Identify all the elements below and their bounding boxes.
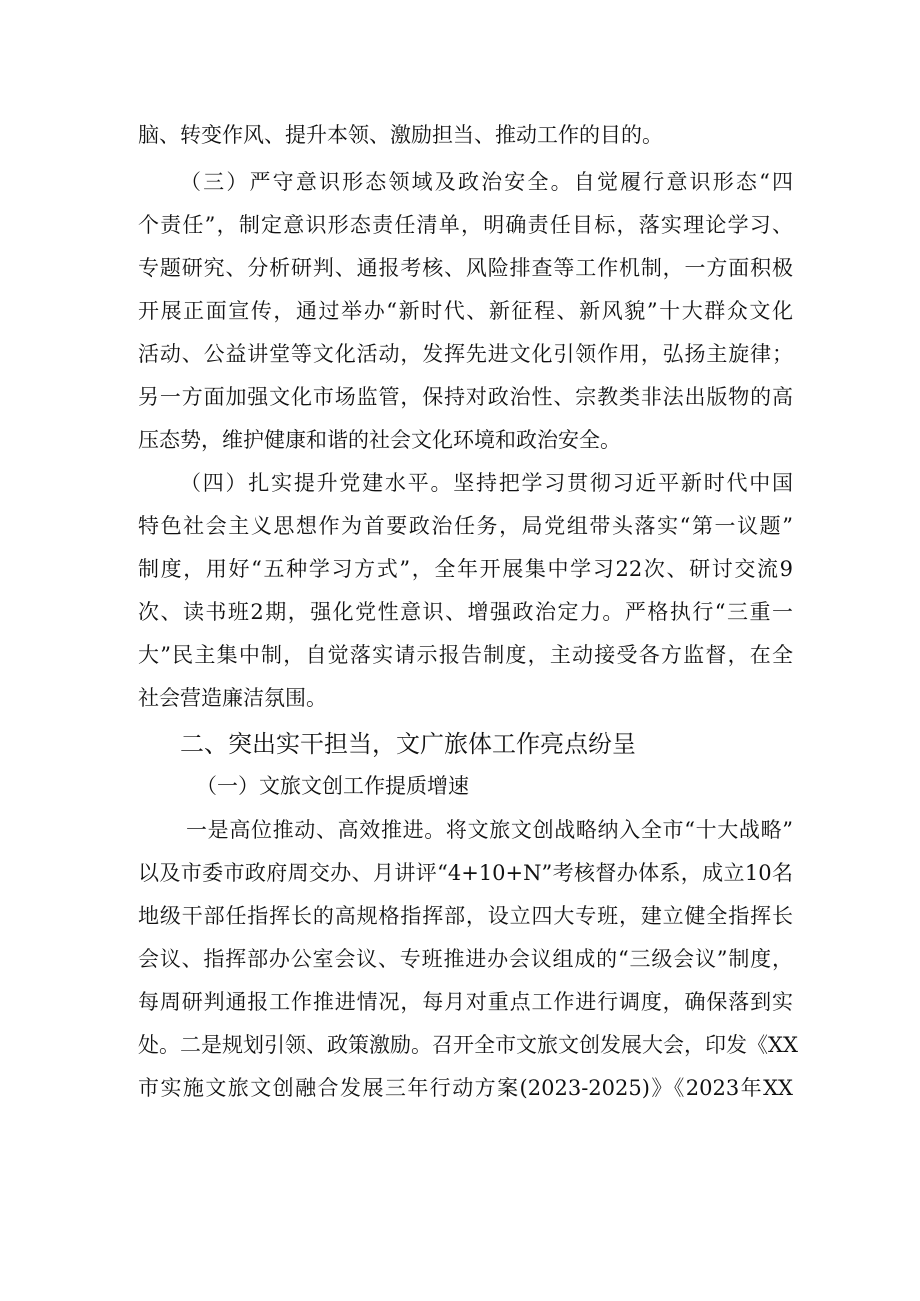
body-line: 处。二是规划引领、政策激励。召开全市文旅文创发展大会，印发《XX [138, 1033, 798, 1057]
body-line: 制度，用好“五种学习方式”，全年开展集中学习22次、研讨交流9 [138, 557, 793, 581]
body-line: 市实施文旅文创融合发展三年行动方案(2023-2025)》《2023年XX [138, 1076, 793, 1100]
body-line: 地级干部任指挥长的高规格指挥部，设立四大专班，建立健全指挥长 [138, 904, 793, 928]
body-line: 以及市委市政府周交办、月讲评“4+10+N”考核督办体系，成立10名 [138, 861, 793, 885]
body-line: 会议、指挥部办公室会议、专班推进办会议组成的“三级会议”制度， [138, 947, 793, 971]
body-line: 大”民主集中制，自觉落实请示报告制度，主动接受各方监督，在全 [138, 643, 793, 667]
body-line: 活动、公益讲堂等文化活动，发挥先进文化引领作用，弘扬主旋律； [138, 342, 793, 366]
body-line: 开展正面宣传，通过举办“新时代、新征程、新风貌”十大群众文化 [138, 299, 793, 323]
body-line: 每周研判通报工作推进情况，每月对重点工作进行调度，确保落到实 [138, 990, 793, 1014]
section-four-title-line: （四）扎实提升党建水平。坚持把学习贯彻习近平新时代中国 [180, 471, 793, 495]
body-line: 社会营造廉洁氛围。 [138, 686, 327, 710]
body-line: 另一方面加强文化市场监管，保持对政治性、宗教类非法出版物的高 [138, 385, 793, 409]
body-line: 特色社会主义思想作为首要政治任务，局党组带头落实“第一议题” [138, 514, 793, 538]
section-three-title-line: （三）严守意识形态领域及政治安全。自觉履行意识形态“四 [180, 170, 793, 194]
body-line: 专题研究、分析研判、通报考核、风险排查等工作机制，一方面积极 [138, 256, 793, 280]
subsection-heading: （一）文旅文创工作提质增速 [196, 774, 469, 798]
body-line: 一是高位推动、高效推进。将文旅文创战略纳入全市“十大战略” [186, 818, 793, 842]
body-line: 压态势，维护健康和谐的社会文化环境和政治安全。 [138, 428, 621, 452]
body-line: 个责任”，制定意识形态责任清单，明确责任目标，落实理论学习、 [138, 213, 793, 237]
body-line: 次、读书班2期，强化党性意识、增强政治定力。严格执行“三重一 [138, 600, 793, 624]
section-heading: 二、突出实干担当，文广旅体工作亮点纷呈 [180, 730, 636, 758]
body-line: 脑、转变作风、提升本领、激励担当、推动工作的目的。 [138, 123, 663, 147]
